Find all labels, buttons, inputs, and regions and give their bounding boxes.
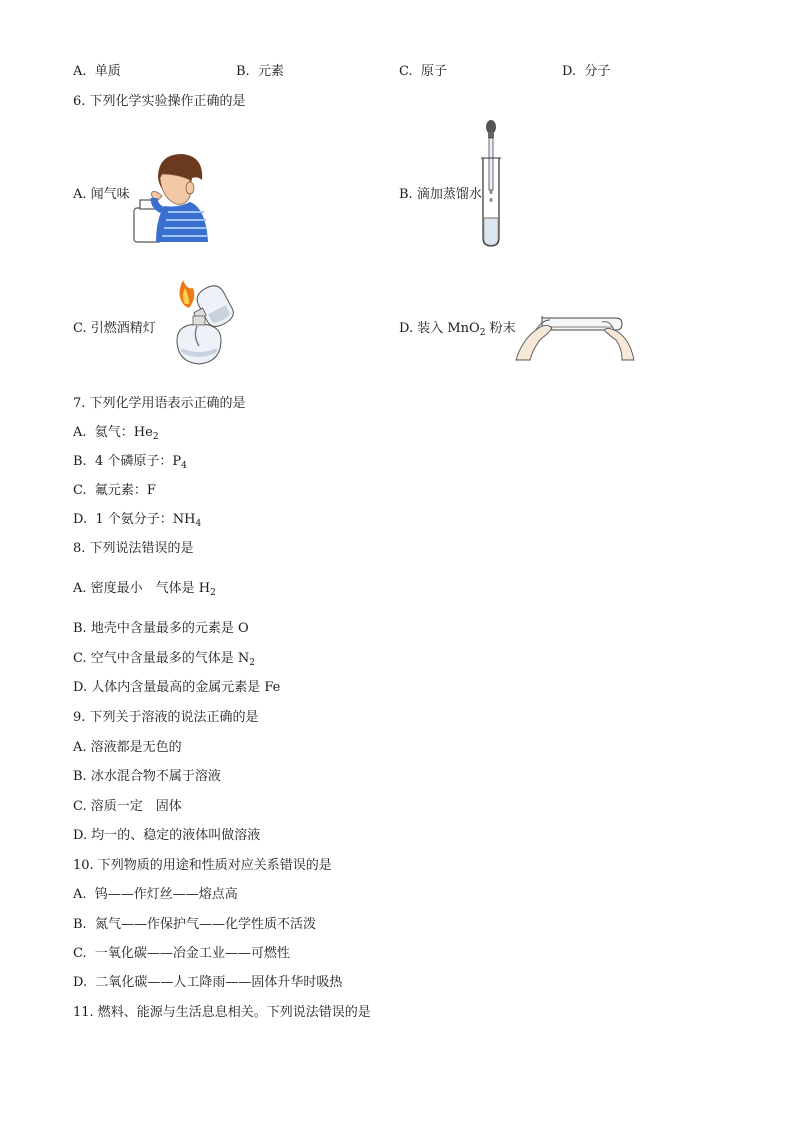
q10-option-b: B. 氮气——作保护气——化学性质不活泼 <box>73 917 316 932</box>
q7-option-c: C. 氟元素：F <box>73 483 156 498</box>
q6-option-c-label: C. 引燃酒精灯 <box>73 321 156 336</box>
q9-option-d: D. 均一的、稳定的液体叫做溶液 <box>73 828 261 843</box>
q8-option-d: D. 人体内含量最高的金属元素是 Fe <box>73 680 281 695</box>
q9-option-b: B. 冰水混合物不属于溶液 <box>73 769 221 784</box>
q10-stem: 10. 下列物质的用途和性质对应关系错误的是 <box>73 858 332 873</box>
q5-option-a: A. 单质 <box>73 64 121 79</box>
q7-option-b: B. 4 个磷原子：$P_4$ <box>73 454 187 471</box>
q5-option-b: B. 元素 <box>236 64 284 79</box>
q9-stem: 9. 下列关于溶液的说法正确的是 <box>73 710 259 725</box>
q10-option-d: D. 二氧化碳——人工降雨——固体升华时吸热 <box>73 975 343 990</box>
q5-option-c: C. 原子 <box>399 64 447 79</box>
alcohol-lamp-lighting-illustration <box>163 276 245 368</box>
q9-option-c: C. 溶质一定 固体 <box>73 799 182 814</box>
q5-option-d: D. 分子 <box>562 64 611 79</box>
q11-stem: 11. 燃料、能源与生活息息相关。下列说法错误的是 <box>73 1005 371 1020</box>
q8-stem: 8. 下列说法错误的是 <box>73 541 194 556</box>
q7-option-a: A. 氦气：$He_2$ <box>73 425 159 442</box>
q8-option-c: C. 空气中含量最多的气体是 $N_2$ <box>73 651 255 668</box>
q6-option-d-label: D. 装入 MnO$_2$ 粉末 <box>399 321 516 338</box>
q9-option-a: A. 溶液都是无色的 <box>73 740 182 755</box>
q7-stem: 7. 下列化学用语表示正确的是 <box>73 396 246 411</box>
loading-powder-illustration <box>512 300 638 364</box>
q10-option-c: C. 一氧化碳——冶金工业——可燃性 <box>73 946 290 961</box>
q10-option-a: A. 钨——作灯丝——熔点高 <box>73 887 238 902</box>
q8-option-b: B. 地壳中含量最多的元素是 O <box>73 621 249 636</box>
q6-option-a-label: A. 闻气味 <box>73 187 130 202</box>
smelling-gas-illustration <box>128 150 210 245</box>
q6-stem: 6. 下列化学实验操作正确的是 <box>73 94 246 109</box>
q6-option-b-label: B. 滴加蒸馏水 <box>399 187 482 202</box>
q7-option-d: D. 1 个氨分子：$NH_4$ <box>73 512 202 529</box>
q8-option-a: A. 密度最小 气体是 $H_2$ <box>73 581 216 598</box>
dropper-test-tube-illustration <box>478 118 504 248</box>
